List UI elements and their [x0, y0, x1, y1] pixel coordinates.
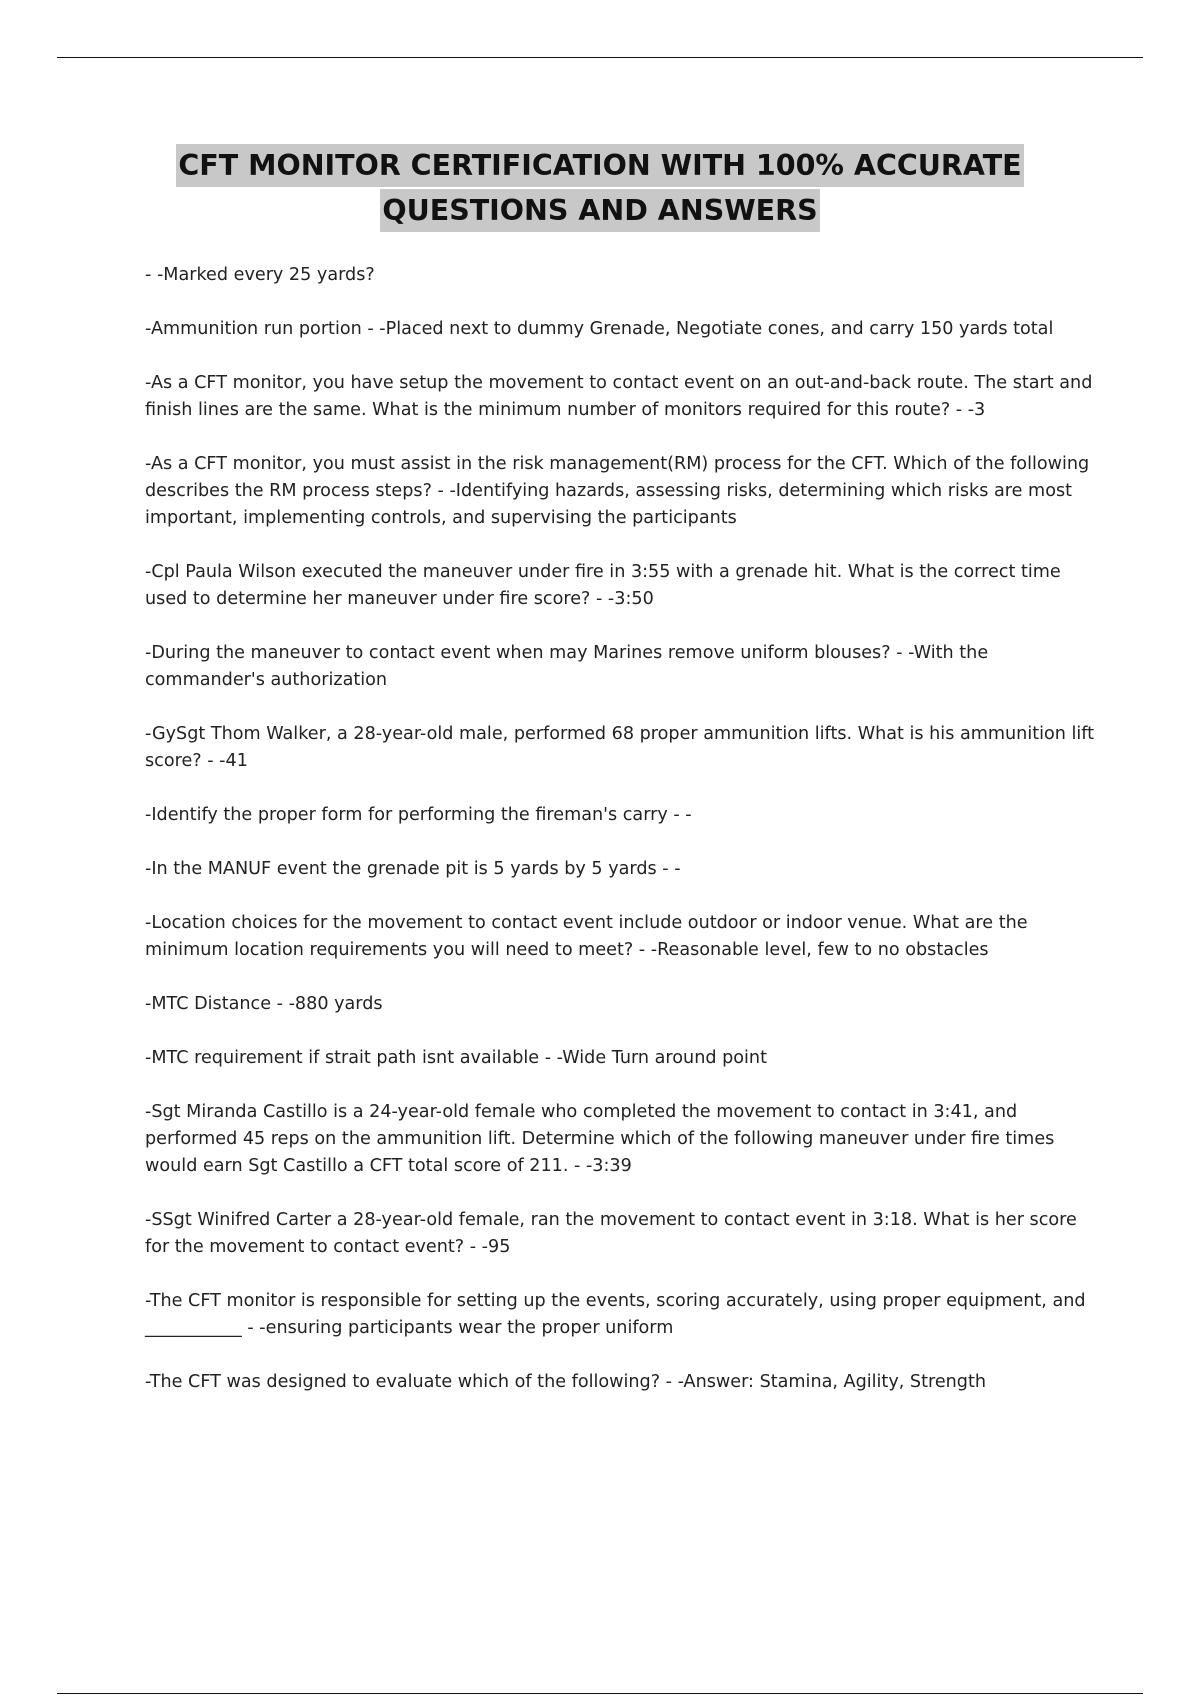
qa-item: -Cpl Paula Wilson executed the maneuver under fire in 3:55 with a grenade hit. What is the correct time used to determine her maneuver under fire score? - -3:50 [145, 562, 1061, 609]
qa-item: -Ammunition run portion - -Placed next to dummy Grenade, Negotiate cones, and carry 150 yards total [145, 319, 1054, 339]
bottom-rule [57, 1693, 1143, 1694]
top-rule [57, 57, 1143, 58]
qa-item: -During the maneuver to contact event when may Marines remove uniform blouses? - -With the commander's authorization [145, 643, 989, 690]
qa-item: -Identify the proper form for performing the fireman's carry - - [145, 805, 692, 825]
qa-item: -The CFT monitor is responsible for setting up the events, scoring accurately, using proper equipment, and ___________ - -ensuring participants wear the proper uniform [145, 1291, 1086, 1338]
qa-item: -SSgt Winifred Carter a 28-year-old female, ran the movement to contact event in 3:18. What is her score for the movement to contact event? - -95 [145, 1210, 1077, 1257]
qa-list [145, 262, 1095, 1423]
qa-item: -As a CFT monitor, you have setup the movement to contact event on an out-and-back route. The start and finish lines are the same. What is the minimum number of monitors required for this route? - -3 [145, 373, 1093, 420]
qa-item: -Sgt Miranda Castillo is a 24-year-old female who completed the movement to contact in 3:41, and performed 45 reps on the ammunition lift. Determine which of the following maneuver under fire times would earn Sgt Castillo a CFT total score of 211. - -3:39 [145, 1102, 1055, 1176]
title-line-2: QUESTIONS AND ANSWERS [380, 189, 819, 232]
qa-item: -In the MANUF event the grenade pit is 5 yards by 5 yards - - [145, 859, 681, 879]
qa-item: - -Marked every 25 yards? [145, 265, 375, 285]
qa-item: -As a CFT monitor, you must assist in the risk management(RM) process for the CFT. Which of the following describes the RM process steps? - -Identifying hazards, assessing risks, determining which risks are most important, implementing controls, and supervising the participants [145, 454, 1090, 528]
qa-item: -MTC requirement if strait path isnt available - -Wide Turn around point [145, 1048, 767, 1068]
document-title [0, 144, 1200, 234]
qa-item: -Location choices for the movement to contact event include outdoor or indoor venue. What are the minimum location requirements you will need to meet? - -Reasonable level, few to no obstacles [145, 913, 1028, 960]
qa-item: -MTC Distance - -880 yards [145, 994, 383, 1014]
qa-item: -GySgt Thom Walker, a 28-year-old male, performed 68 proper ammunition lifts. What is his ammunition lift score? - -41 [145, 724, 1095, 771]
title-line-1: CFT MONITOR CERTIFICATION WITH 100% ACCURATE [176, 144, 1023, 187]
qa-item: -The CFT was designed to evaluate which of the following? - -Answer: Stamina, Agility, Strength [145, 1372, 987, 1392]
